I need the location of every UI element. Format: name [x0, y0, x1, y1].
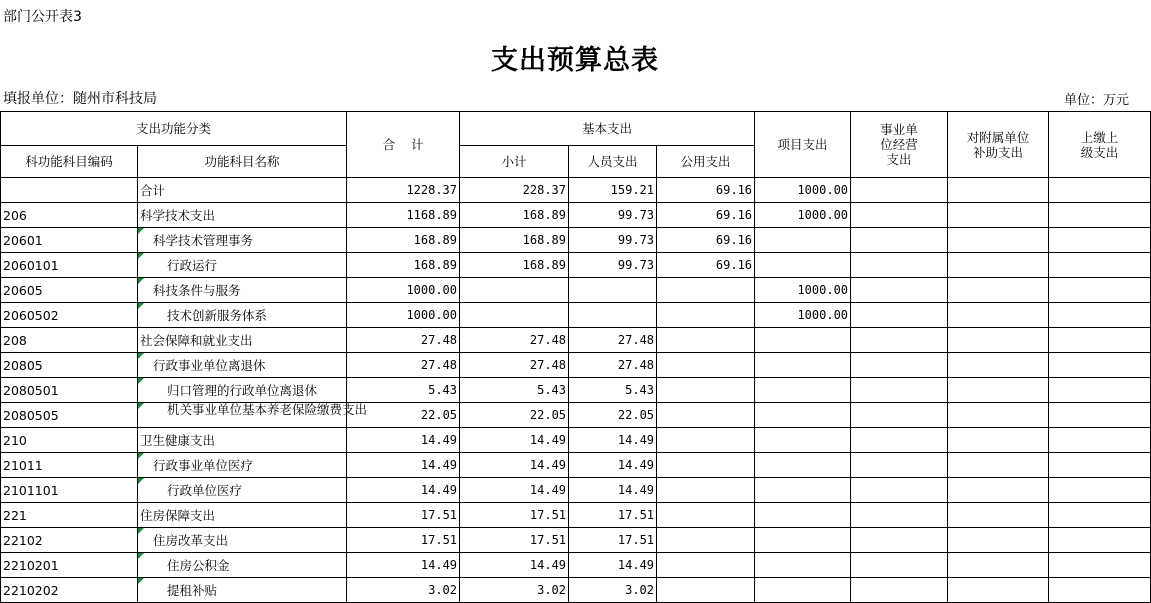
cell-marker-icon — [138, 478, 144, 484]
row-project-cell — [755, 478, 851, 503]
header-public: 公用支出 — [657, 146, 755, 178]
row-name-cell — [138, 178, 347, 203]
row-total-cell: 27.48 — [347, 353, 460, 378]
row-code-cell: 2101101 — [1, 478, 138, 503]
row-upper-cell — [1049, 353, 1151, 378]
row-business-cell — [851, 378, 948, 403]
table-row — [1, 428, 1151, 453]
row-business-cell — [851, 303, 948, 328]
row-code-cell: 210 — [1, 428, 138, 453]
row-subtotal-cell: 168.89 — [460, 228, 569, 253]
cell-marker-icon — [138, 553, 144, 559]
row-upper-cell — [1049, 328, 1151, 353]
row-total-cell: 14.49 — [347, 478, 460, 503]
row-subtotal-cell: 14.49 — [460, 428, 569, 453]
row-code-cell: 2210202 — [1, 578, 138, 603]
row-business-cell — [851, 453, 948, 478]
row-business-cell — [851, 528, 948, 553]
table-row — [1, 278, 1151, 303]
row-business-cell — [851, 203, 948, 228]
row-subsidy-cell — [948, 278, 1049, 303]
row-public-cell — [657, 553, 755, 578]
row-code-cell: 2060101 — [1, 253, 138, 278]
cell-marker-icon — [138, 528, 144, 534]
row-project-cell: 1000.00 — [755, 203, 851, 228]
row-total-cell: 168.89 — [347, 253, 460, 278]
row-name-label: 住房改革支出 — [153, 533, 229, 548]
header-personnel: 人员支出 — [569, 146, 657, 178]
row-project-cell — [755, 253, 851, 278]
cell-marker-icon — [138, 303, 144, 309]
table-row — [1, 178, 1151, 203]
row-name-cell — [138, 303, 347, 328]
row-upper-cell — [1049, 578, 1151, 603]
header-code: 科功能科目编码 — [1, 146, 138, 178]
row-business-cell — [851, 503, 948, 528]
row-upper-cell — [1049, 503, 1151, 528]
header-subsidy: 对附属单位补助支出 — [948, 112, 1049, 178]
row-subsidy-cell — [948, 178, 1049, 203]
row-code-cell: 221 — [1, 503, 138, 528]
row-upper-cell — [1049, 478, 1151, 503]
cell-marker-icon — [138, 228, 144, 234]
row-upper-cell — [1049, 403, 1151, 428]
row-code-cell: 20805 — [1, 353, 138, 378]
table-row — [1, 478, 1151, 503]
row-name-label: 机关事业单位基本养老保险缴费支出 — [167, 402, 368, 417]
row-public-cell — [657, 303, 755, 328]
row-total-cell: 168.89 — [347, 228, 460, 253]
row-code-cell: 208 — [1, 328, 138, 353]
row-project-cell: 1000.00 — [755, 178, 851, 203]
row-subsidy-cell — [948, 203, 1049, 228]
row-subsidy-cell — [948, 353, 1049, 378]
row-subsidy-cell — [948, 453, 1049, 478]
row-subsidy-cell — [948, 478, 1049, 503]
row-personnel-cell: 27.48 — [569, 328, 657, 353]
row-public-cell — [657, 403, 755, 428]
row-subsidy-cell — [948, 428, 1049, 453]
row-code-cell: 2080505 — [1, 403, 138, 428]
row-subsidy-cell — [948, 503, 1049, 528]
table-row — [1, 303, 1151, 328]
row-subsidy-cell — [948, 303, 1049, 328]
row-name-label: 提租补贴 — [167, 583, 218, 598]
row-personnel-cell: 14.49 — [569, 453, 657, 478]
row-business-cell — [851, 553, 948, 578]
row-name-label: 住房保障支出 — [140, 508, 216, 523]
row-subsidy-cell — [948, 228, 1049, 253]
row-total-cell: 1000.00 — [347, 278, 460, 303]
row-name-cell — [138, 478, 347, 503]
row-code-cell: 206 — [1, 203, 138, 228]
table-row — [1, 378, 1151, 403]
row-business-cell — [851, 353, 948, 378]
row-business-cell — [851, 403, 948, 428]
row-name-cell — [138, 428, 347, 453]
row-public-cell: 69.16 — [657, 228, 755, 253]
row-name-label: 行政事业单位离退休 — [153, 358, 266, 373]
reporting-unit: 填报单位：随州市科技局 — [3, 91, 157, 107]
table-row — [1, 203, 1151, 228]
row-code-cell: 21011 — [1, 453, 138, 478]
row-name-cell — [138, 328, 347, 353]
row-code-cell: 20605 — [1, 278, 138, 303]
row-public-cell — [657, 478, 755, 503]
row-personnel-cell: 14.49 — [569, 428, 657, 453]
row-public-cell — [657, 353, 755, 378]
row-total-cell: 14.49 — [347, 453, 460, 478]
header-business: 事业单位经营支出 — [851, 112, 948, 178]
row-name-cell — [138, 253, 347, 278]
row-name-label: 归口管理的行政单位离退休 — [167, 383, 318, 398]
row-subtotal-cell: 27.48 — [460, 328, 569, 353]
row-total-cell: 17.51 — [347, 528, 460, 553]
row-public-cell — [657, 428, 755, 453]
row-upper-cell — [1049, 428, 1151, 453]
row-project-cell — [755, 578, 851, 603]
row-name-label: 科技条件与服务 — [153, 283, 241, 298]
row-project-cell — [755, 528, 851, 553]
row-name-label: 行政单位医疗 — [167, 483, 243, 498]
row-subtotal-cell: 27.48 — [460, 353, 569, 378]
row-subsidy-cell — [948, 253, 1049, 278]
row-business-cell — [851, 578, 948, 603]
row-total-cell: 1000.00 — [347, 303, 460, 328]
row-public-cell — [657, 378, 755, 403]
row-business-cell — [851, 178, 948, 203]
row-business-cell — [851, 253, 948, 278]
row-upper-cell — [1049, 278, 1151, 303]
row-name-label: 科学技术支出 — [140, 208, 216, 223]
row-name-cell — [138, 353, 347, 378]
row-project-cell — [755, 228, 851, 253]
row-name-cell — [138, 578, 347, 603]
row-subtotal-cell: 17.51 — [460, 528, 569, 553]
row-personnel-cell: 14.49 — [569, 478, 657, 503]
table-row — [1, 503, 1151, 528]
page-title: 支出预算总表 — [491, 45, 659, 76]
table-row — [1, 228, 1151, 253]
row-personnel-cell: 99.73 — [569, 203, 657, 228]
row-personnel-cell: 17.51 — [569, 528, 657, 553]
row-project-cell — [755, 378, 851, 403]
row-public-cell — [657, 528, 755, 553]
row-personnel-cell: 99.73 — [569, 228, 657, 253]
row-business-cell — [851, 328, 948, 353]
row-subsidy-cell — [948, 403, 1049, 428]
row-upper-cell — [1049, 453, 1151, 478]
row-business-cell — [851, 228, 948, 253]
row-subtotal-cell — [460, 278, 569, 303]
row-public-cell: 69.16 — [657, 203, 755, 228]
row-subsidy-cell — [948, 328, 1049, 353]
row-subtotal-cell: 228.37 — [460, 178, 569, 203]
table-row — [1, 253, 1151, 278]
table-row — [1, 403, 1151, 428]
row-name-cell — [138, 453, 347, 478]
row-code-cell: 2210201 — [1, 553, 138, 578]
row-total-cell: 1228.37 — [347, 178, 460, 203]
row-total-cell: 27.48 — [347, 328, 460, 353]
row-code-cell: 20601 — [1, 228, 138, 253]
row-subsidy-cell — [948, 378, 1049, 403]
row-name-cell — [138, 503, 347, 528]
row-project-cell — [755, 503, 851, 528]
row-subtotal-cell: 14.49 — [460, 553, 569, 578]
row-upper-cell — [1049, 178, 1151, 203]
row-subsidy-cell — [948, 553, 1049, 578]
row-name-label: 行政事业单位医疗 — [153, 458, 254, 473]
row-project-cell: 1000.00 — [755, 278, 851, 303]
row-upper-cell — [1049, 528, 1151, 553]
row-code-cell: 2060502 — [1, 303, 138, 328]
header-subtotal: 小计 — [460, 146, 569, 178]
row-project-cell — [755, 453, 851, 478]
row-upper-cell — [1049, 203, 1151, 228]
row-total-cell: 22.05 — [347, 403, 460, 428]
row-subsidy-cell — [948, 578, 1049, 603]
cell-marker-icon — [138, 378, 144, 384]
row-personnel-cell: 17.51 — [569, 503, 657, 528]
cell-marker-icon — [138, 353, 144, 359]
row-upper-cell — [1049, 303, 1151, 328]
table-row — [1, 353, 1151, 378]
row-personnel-cell: 5.43 — [569, 378, 657, 403]
row-subtotal-cell: 17.51 — [460, 503, 569, 528]
row-subtotal-cell: 168.89 — [460, 253, 569, 278]
row-total-cell: 1168.89 — [347, 203, 460, 228]
row-public-cell — [657, 278, 755, 303]
row-name-cell — [138, 402, 368, 428]
row-upper-cell — [1049, 553, 1151, 578]
row-total-cell: 3.02 — [347, 578, 460, 603]
row-subtotal-cell: 5.43 — [460, 378, 569, 403]
table-row — [1, 553, 1151, 578]
row-code-cell — [1, 178, 138, 203]
row-total-cell: 14.49 — [347, 428, 460, 453]
row-name-label: 合计 — [140, 183, 166, 198]
row-total-cell: 14.49 — [347, 553, 460, 578]
row-personnel-cell: 14.49 — [569, 553, 657, 578]
row-name-label: 行政运行 — [167, 258, 218, 273]
row-personnel-cell — [569, 278, 657, 303]
row-name-label: 技术创新服务体系 — [167, 308, 268, 323]
row-code-cell: 22102 — [1, 528, 138, 553]
row-name-label: 社会保障和就业支出 — [140, 333, 253, 348]
header-basic: 基本支出 — [460, 112, 755, 146]
row-project-cell — [755, 353, 851, 378]
cell-marker-icon — [138, 278, 144, 284]
row-subtotal-cell: 14.49 — [460, 478, 569, 503]
header-name: 功能科目名称 — [138, 146, 347, 178]
header-upper: 上缴上级支出 — [1049, 112, 1151, 178]
row-personnel-cell: 159.21 — [569, 178, 657, 203]
row-business-cell — [851, 478, 948, 503]
row-business-cell — [851, 278, 948, 303]
row-name-cell — [138, 278, 347, 303]
row-subtotal-cell: 3.02 — [460, 578, 569, 603]
row-public-cell — [657, 453, 755, 478]
row-code-cell: 2080501 — [1, 378, 138, 403]
row-name-label: 科学技术管理事务 — [153, 233, 254, 248]
row-name-cell — [138, 203, 347, 228]
cell-marker-icon — [138, 453, 144, 459]
row-name-cell — [138, 228, 347, 253]
row-project-cell — [755, 428, 851, 453]
row-subtotal-cell: 22.05 — [460, 403, 569, 428]
row-name-cell — [138, 528, 347, 553]
row-public-cell — [657, 328, 755, 353]
cell-marker-icon — [138, 403, 144, 409]
row-project-cell — [755, 403, 851, 428]
table-row — [1, 453, 1151, 478]
row-subtotal-cell — [460, 303, 569, 328]
row-total-cell: 5.43 — [347, 378, 460, 403]
row-public-cell: 69.16 — [657, 178, 755, 203]
row-total-cell: 17.51 — [347, 503, 460, 528]
row-public-cell: 69.16 — [657, 253, 755, 278]
row-name-cell — [138, 378, 347, 403]
row-personnel-cell: 99.73 — [569, 253, 657, 278]
row-project-cell — [755, 328, 851, 353]
row-public-cell — [657, 503, 755, 528]
row-subsidy-cell — [948, 528, 1049, 553]
table-row — [1, 328, 1151, 353]
row-project-cell — [755, 553, 851, 578]
header-project: 项目支出 — [755, 112, 851, 178]
row-upper-cell — [1049, 253, 1151, 278]
row-name-label: 住房公积金 — [167, 558, 230, 573]
row-name-cell — [138, 553, 347, 578]
row-business-cell — [851, 428, 948, 453]
document-id: 部门公开表3 — [3, 9, 82, 25]
cell-marker-icon — [138, 253, 144, 259]
row-project-cell: 1000.00 — [755, 303, 851, 328]
budget-table — [0, 111, 1151, 603]
table-row — [1, 578, 1151, 603]
table-row — [1, 528, 1151, 553]
cell-marker-icon — [138, 578, 144, 584]
row-public-cell — [657, 578, 755, 603]
header-total: 合 计 — [347, 112, 460, 178]
row-subtotal-cell: 14.49 — [460, 453, 569, 478]
row-name-label: 卫生健康支出 — [140, 433, 216, 448]
row-personnel-cell: 3.02 — [569, 578, 657, 603]
row-personnel-cell — [569, 303, 657, 328]
row-upper-cell — [1049, 378, 1151, 403]
row-upper-cell — [1049, 228, 1151, 253]
row-personnel-cell: 22.05 — [569, 403, 657, 428]
row-subtotal-cell: 168.89 — [460, 203, 569, 228]
currency-unit: 单位：万元 — [1063, 93, 1129, 108]
header-function-class: 支出功能分类 — [1, 112, 347, 146]
row-personnel-cell: 27.48 — [569, 353, 657, 378]
